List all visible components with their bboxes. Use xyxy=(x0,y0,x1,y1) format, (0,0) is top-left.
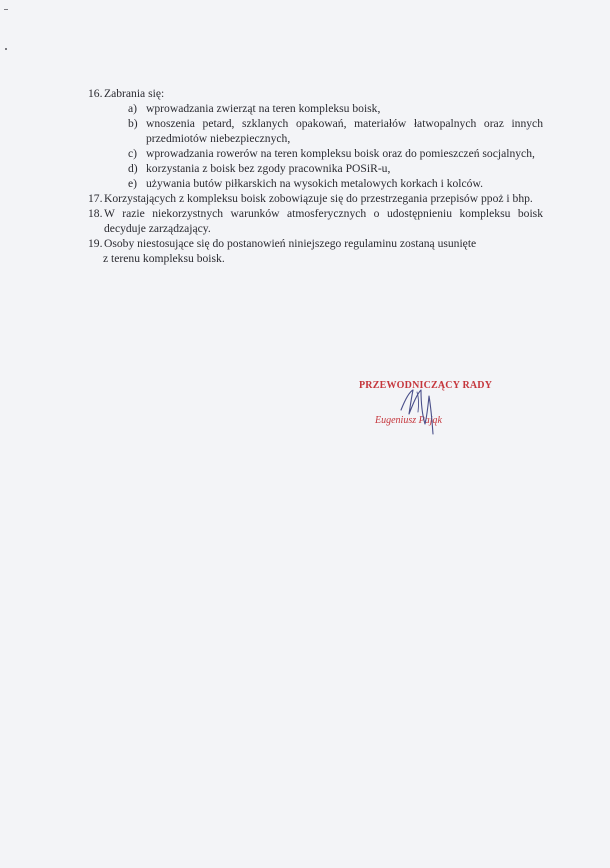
scan-artifact xyxy=(5,48,7,50)
regulation-item-18 xyxy=(88,206,543,236)
sub-text: używania butów piłkarskich na wysokich metalowych korkach i kolców. xyxy=(146,177,483,190)
prohibition-item xyxy=(128,146,543,161)
stamp-name: Eugeniusz Pająk xyxy=(375,415,442,426)
sub-text: wnoszenia petard, szklanych opakowań, materiałów łatwopalnych oraz innych przedmiotów niebezpiecznych, xyxy=(146,117,543,145)
item-text-line-1: Osoby niestosujące się do postanowień niniejszego regulaminu zostaną usunięte xyxy=(104,237,477,250)
prohibition-item xyxy=(128,161,543,176)
prohibition-item xyxy=(128,116,543,146)
sub-text: wprowadzania rowerów na teren kompleksu boisk oraz do pomieszczeń socjalnych, xyxy=(146,147,535,160)
regulation-item-19 xyxy=(88,236,543,266)
regulation-item-16 xyxy=(88,86,543,101)
sub-letter: a) xyxy=(128,102,138,115)
item-text: W razie niekorzystnych warunków atmosferycznych o udostępnieniu kompleksu boisk decyduje zarządzający. xyxy=(104,207,543,235)
item-number: 18. xyxy=(88,207,103,220)
item-number: 16. xyxy=(88,87,103,100)
item-text: Zabrania się: xyxy=(104,87,165,100)
stamp-title: PRZEWODNICZĄCY RADY xyxy=(359,380,493,391)
sub-letter: c) xyxy=(128,147,138,160)
item-text: Korzystających z kompleksu boisk zobowiązuje się do przestrzegania przepisów ppoż i bhp. xyxy=(104,192,533,205)
prohibitions-list xyxy=(128,101,543,191)
scan-artifact xyxy=(4,9,8,10)
sub-text: wprowadzania zwierząt na teren kompleksu boisk, xyxy=(146,102,381,115)
prohibition-item xyxy=(128,176,543,191)
item-number: 19. xyxy=(88,237,103,250)
regulations-text xyxy=(88,86,543,266)
item-number: 17. xyxy=(88,192,103,205)
sub-letter: e) xyxy=(128,177,138,190)
prohibition-item xyxy=(128,101,543,116)
sub-letter: b) xyxy=(128,117,138,130)
item-text-line-2: z terenu kompleksu boisk. xyxy=(103,252,225,265)
handwritten-signature xyxy=(395,378,455,438)
sub-text: korzystania z boisk bez zgody pracownika POSiR-u, xyxy=(146,162,391,175)
regulation-item-17 xyxy=(88,191,543,206)
sub-letter: d) xyxy=(128,162,138,175)
